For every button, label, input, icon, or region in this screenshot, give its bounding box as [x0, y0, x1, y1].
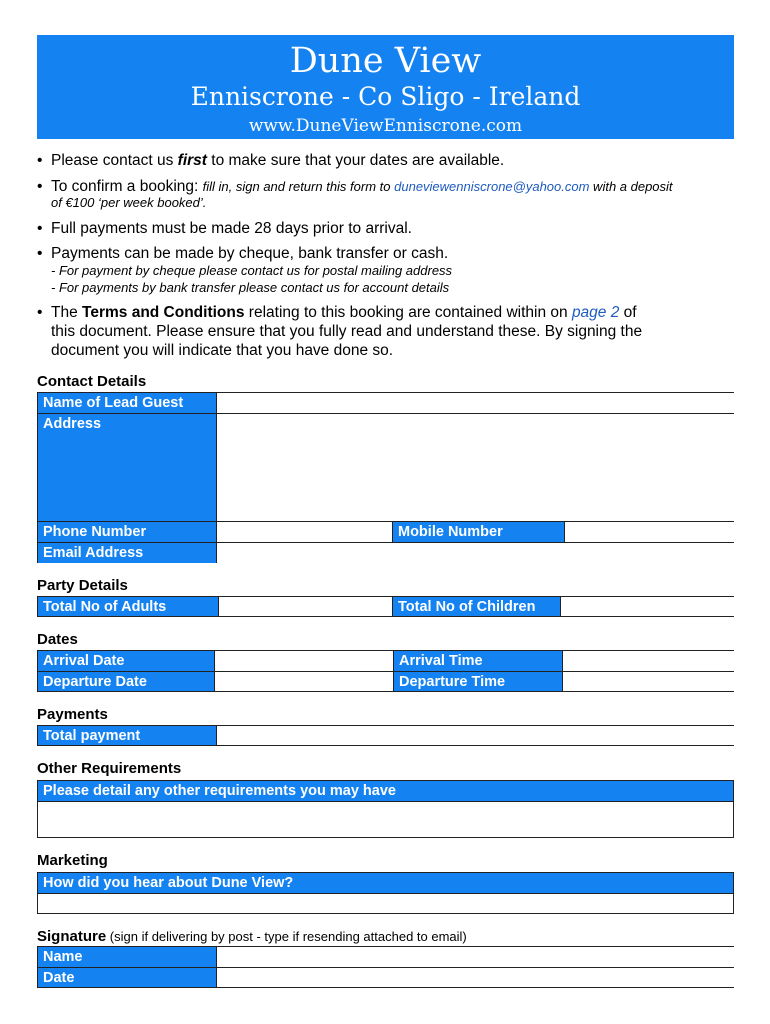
- bullet-text: The: [51, 304, 83, 321]
- bullet-text: relating to this booking are contained within on: [244, 304, 572, 321]
- header-banner: [37, 35, 734, 139]
- email-label: Email Address: [38, 543, 217, 563]
- page-title: Dune View: [289, 41, 482, 81]
- departure-time-field[interactable]: [563, 672, 734, 691]
- departure-date-field[interactable]: [215, 672, 394, 691]
- lead-guest-label: Name of Lead Guest: [38, 393, 217, 414]
- section-title-payments: Payments: [37, 706, 108, 723]
- phone-label: Phone Number: [38, 522, 217, 543]
- email-link[interactable]: duneviewenniscrone@yahoo.com: [394, 179, 590, 194]
- bullet-text: with a deposit: [589, 179, 673, 194]
- dates-form: [37, 650, 734, 692]
- departure-time-label: Departure Time: [394, 672, 563, 691]
- signature-title: Signature: [37, 928, 107, 945]
- contact-details-form: [37, 392, 734, 563]
- section-title-contact: Contact Details: [37, 373, 147, 390]
- signature-date-field[interactable]: [217, 968, 734, 987]
- payments-form: [37, 725, 734, 746]
- marketing-form: [37, 872, 734, 914]
- signature-note: (sign if delivering by post - type if resending attached to email): [106, 929, 467, 944]
- mobile-label: Mobile Number: [393, 522, 565, 543]
- other-requirements-form: [37, 780, 734, 838]
- location-subtitle: Enniscrone - Co Sligo - Ireland: [190, 82, 581, 111]
- lead-guest-field[interactable]: [217, 393, 734, 414]
- bullet-continuation: of €100 ‘per week booked’.: [51, 195, 207, 210]
- children-label: Total No of Children: [393, 597, 561, 616]
- signature-name-label: Name: [38, 947, 217, 968]
- bullet-text: Please contact us: [51, 152, 178, 169]
- bullet-sub-item: - For payment by cheque please contact us for postal mailing address: [51, 263, 453, 278]
- bullet-continuation: document you will indicate that you have done so.: [51, 342, 394, 359]
- bullet-text: Payments can be made by cheque, bank transfer or cash.: [51, 245, 449, 262]
- section-title-signature: [37, 928, 467, 946]
- address-field[interactable]: [217, 414, 734, 522]
- bullet-sub-item: - For payments by bank transfer please contact us for account details: [51, 280, 450, 295]
- children-field[interactable]: [561, 597, 734, 616]
- email-field[interactable]: [217, 543, 734, 563]
- section-title-marketing: Marketing: [37, 852, 108, 869]
- adults-label: Total No of Adults: [38, 597, 219, 616]
- bullet-text: Full payments must be made 28 days prior to arrival.: [51, 220, 412, 237]
- signature-date-label: Date: [38, 968, 217, 987]
- party-details-form: [37, 596, 734, 617]
- arrival-date-field[interactable]: [215, 651, 394, 672]
- bullet-text: to make sure that your dates are available.: [206, 152, 505, 169]
- page-2-link[interactable]: page 2: [571, 304, 620, 321]
- section-title-party: Party Details: [37, 577, 128, 594]
- other-requirements-field[interactable]: [38, 802, 733, 837]
- bullet-continuation: this document. Please ensure that you fully read and understand these. By signing the: [51, 323, 643, 340]
- marketing-field[interactable]: [38, 894, 733, 913]
- departure-date-label: Departure Date: [38, 672, 215, 691]
- bullet-text: fill in, sign and return this form to: [202, 179, 395, 194]
- total-payment-field[interactable]: [217, 726, 734, 745]
- phone-field[interactable]: [217, 522, 393, 543]
- bullet-text: of: [619, 304, 637, 321]
- marketing-prompt: How did you hear about Dune View?: [38, 873, 733, 894]
- mobile-field[interactable]: [565, 522, 734, 543]
- section-title-other: Other Requirements: [37, 760, 182, 777]
- section-title-dates: Dates: [37, 631, 78, 648]
- address-label: Address: [38, 414, 217, 522]
- other-requirements-prompt: Please detail any other requirements you may have: [38, 781, 733, 802]
- adults-field[interactable]: [219, 597, 393, 616]
- arrival-time-field[interactable]: [563, 651, 734, 672]
- signature-name-field[interactable]: [217, 947, 734, 968]
- arrival-time-label: Arrival Time: [394, 651, 563, 672]
- website-link[interactable]: www.DuneViewEnniscrone.com: [248, 116, 523, 136]
- bullet-emphasis: first: [177, 152, 207, 169]
- total-payment-label: Total payment: [38, 726, 217, 745]
- signature-form: [37, 946, 734, 988]
- bullet-text: To confirm a booking:: [51, 178, 203, 195]
- terms-emphasis: Terms and Conditions: [82, 304, 245, 321]
- arrival-date-label: Arrival Date: [38, 651, 215, 672]
